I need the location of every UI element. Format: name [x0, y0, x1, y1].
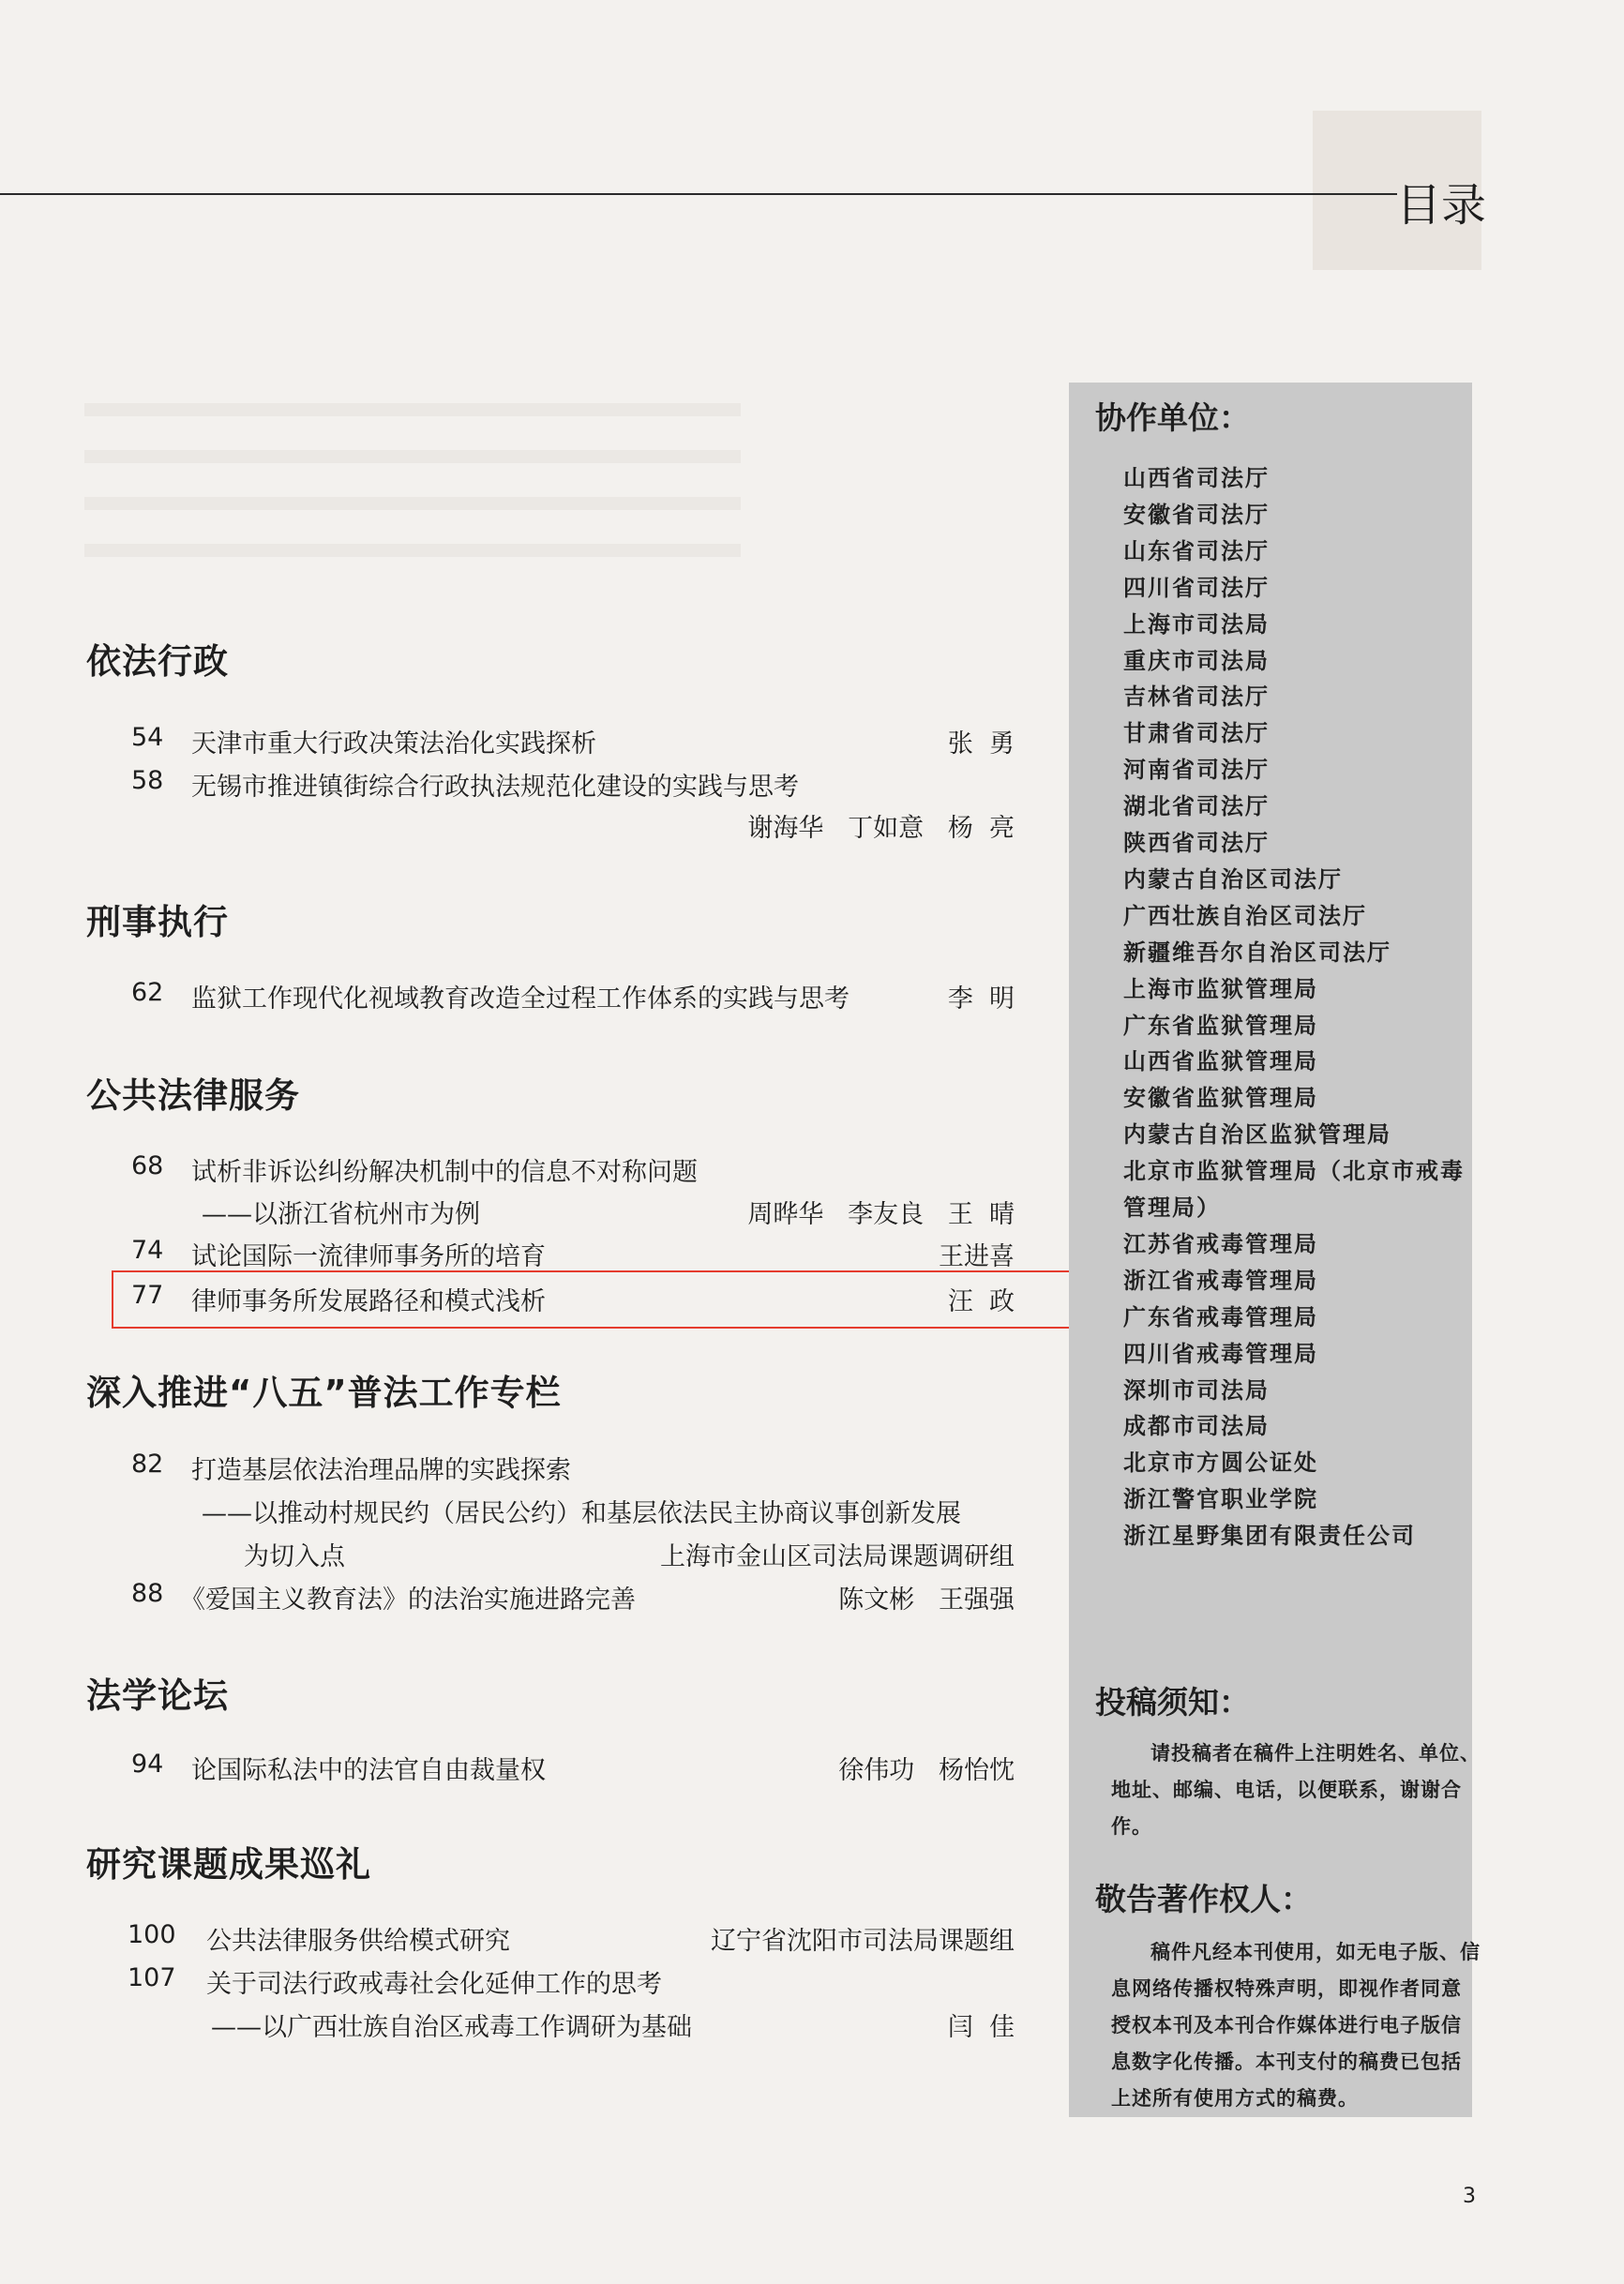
entry-subtitle: ——以推动村规民约（居民公约）和基层依法民主协商议事创新发展	[202, 1499, 961, 1528]
entry-author: 王进喜	[939, 1242, 1015, 1271]
entry-title: 打造基层依法治理品牌的实践探索	[191, 1456, 571, 1485]
entry-page: 74	[131, 1236, 164, 1265]
partner-item: 湖北省司法厅	[1123, 792, 1270, 820]
section-heading: 研究课题成果巡礼	[86, 1844, 371, 1885]
section-heading: 公共法律服务	[86, 1075, 300, 1116]
entry-subtitle: ——以浙江省杭州市为例	[202, 1200, 480, 1229]
partner-item: 深圳市司法局	[1123, 1375, 1270, 1404]
entry-author: 上海市金山区司法局课题调研组	[660, 1542, 1015, 1571]
toc-entry[interactable]	[86, 723, 1015, 764]
partner-item: 甘肃省司法厅	[1123, 719, 1270, 747]
entry-author: 汪 政	[947, 1287, 1015, 1316]
partner-item: 四川省戒毒管理局	[1123, 1339, 1318, 1367]
partner-item: 重庆市司法局	[1123, 646, 1270, 674]
copyright-text: 稿件凡经本刊使用，如无电子版、信息网络传播权特殊声明，即视作者同意授权本刊及本刊合作媒体进行电子版信息数字化传播。本刊支付的稿费已包括上述所有使用方式的稿费。	[1111, 1940, 1481, 2110]
partner-item: 山西省司法厅	[1123, 464, 1270, 491]
entry-author: 陈文彬 王强强	[838, 1585, 1015, 1615]
entry-title: 无锡市推进镇街综合行政执法规范化建设的实践与思考	[191, 773, 799, 802]
ghost-text-line	[84, 403, 741, 416]
partner-item: 吉林省司法厅	[1123, 683, 1270, 711]
partner-item: 广东省监狱管理局	[1123, 1011, 1318, 1039]
partner-item: 山西省监狱管理局	[1123, 1047, 1318, 1075]
entry-page: 62	[131, 978, 164, 1007]
entry-author: 张 勇	[947, 729, 1015, 759]
entry-title: 监狱工作现代化视域教育改造全过程工作体系的实践与思考	[191, 984, 850, 1014]
entry-page: 54	[131, 723, 164, 752]
section-heading: 法学论坛	[86, 1675, 229, 1716]
entry-title: 试论国际一流律师事务所的培育	[191, 1242, 546, 1271]
entry-page: 88	[131, 1579, 164, 1608]
partner-item: 河南省司法厅	[1123, 756, 1270, 784]
partners-heading: 协作单位：	[1095, 399, 1250, 436]
entry-page: 100	[128, 1920, 176, 1949]
page-number: 3	[1463, 2185, 1476, 2208]
entry-title: 试析非诉讼纠纷解决机制中的信息不对称问题	[191, 1158, 698, 1187]
entry-page: 82	[131, 1450, 164, 1479]
toc-entry[interactable]	[86, 1963, 1015, 2005]
toc-entry[interactable]	[86, 978, 1015, 1019]
partner-item: 安徽省监狱管理局	[1123, 1084, 1318, 1112]
partner-item: 浙江星野集团有限责任公司	[1123, 1522, 1416, 1550]
entry-page: 68	[131, 1151, 164, 1180]
partner-item: 安徽省司法厅	[1123, 500, 1270, 528]
toc-entry[interactable]	[86, 1450, 1015, 1491]
toc-entry[interactable]	[86, 1579, 1015, 1620]
entry-title: 关于司法行政戒毒社会化延伸工作的思考	[206, 1970, 662, 1999]
page-title: 目录	[1395, 179, 1486, 232]
partner-item: 江苏省戒毒管理局	[1123, 1229, 1318, 1257]
header-rule	[0, 193, 1397, 195]
toc-entry[interactable]	[86, 1151, 1015, 1193]
entry-title: 天津市重大行政决策法治化实践探析	[191, 729, 596, 759]
partner-item: 成都市司法局	[1123, 1412, 1270, 1440]
entry-author: 闫 佳	[947, 2013, 1015, 2042]
ghost-text-line	[84, 497, 741, 510]
entry-page: 94	[131, 1750, 164, 1779]
entry-author: 周晔华 李友良 王 晴	[747, 1200, 1015, 1229]
entry-title: 《爱国主义教育法》的法治实施进路完善	[180, 1585, 636, 1615]
entry-subtitle: ——以广西壮族自治区戒毒工作调研为基础	[211, 2013, 692, 2042]
partner-item: 内蒙古自治区监狱管理局	[1123, 1120, 1391, 1149]
entry-subtitle: 为切入点	[244, 1542, 345, 1571]
entry-title: 论国际私法中的法官自由裁量权	[191, 1756, 546, 1785]
section-heading: 深入推进“八五”普法工作专栏	[86, 1373, 562, 1413]
entry-page: 107	[128, 1963, 176, 1992]
submission-text: 请投稿者在稿件上注明姓名、单位、地址、邮编、电话，以便联系，谢谢合作。	[1111, 1741, 1481, 1838]
toc-entry[interactable]	[86, 1920, 1015, 1961]
toc-entry[interactable]	[86, 1750, 1015, 1791]
copyright-heading: 敬告著作权人：	[1095, 1881, 1312, 1917]
partner-item: 陕西省司法厅	[1123, 829, 1270, 856]
partner-item: 新疆维吾尔自治区司法厅	[1123, 938, 1391, 966]
partner-item: 浙江省戒毒管理局	[1123, 1266, 1318, 1294]
entry-title: 律师事务所发展路径和模式浅析	[191, 1287, 546, 1316]
entry-page: 77	[131, 1281, 164, 1310]
entry-title: 公共法律服务供给模式研究	[206, 1927, 510, 1956]
partner-item: 广东省戒毒管理局	[1123, 1302, 1318, 1330]
submission-heading: 投稿须知：	[1095, 1684, 1250, 1721]
partner-item: 管理局）	[1123, 1194, 1221, 1221]
section-heading: 刑事执行	[86, 902, 229, 942]
ghost-text-line	[84, 450, 741, 463]
entry-page: 58	[131, 766, 164, 795]
section-heading: 依法行政	[86, 641, 229, 682]
partner-item: 山东省司法厅	[1123, 536, 1270, 564]
partner-item: 广西壮族自治区司法厅	[1123, 901, 1367, 929]
partner-item: 四川省司法厅	[1123, 573, 1270, 601]
ghost-text-line	[84, 544, 741, 557]
partner-item: 上海市司法局	[1123, 609, 1270, 638]
partner-item: 浙江警官职业学院	[1123, 1485, 1318, 1513]
partner-item: 上海市监狱管理局	[1123, 974, 1318, 1002]
partner-item: 内蒙古自治区司法厅	[1123, 864, 1343, 893]
partner-item: 北京市方圆公证处	[1123, 1449, 1318, 1477]
entry-author: 李 明	[947, 984, 1015, 1014]
entry-author: 谢海华 丁如意 杨 亮	[747, 814, 1015, 843]
entry-author: 辽宁省沈阳市司法局课题组	[711, 1927, 1015, 1956]
entry-author: 徐伟功 杨怡忱	[838, 1756, 1015, 1785]
toc-entry[interactable]	[86, 766, 1015, 807]
partner-item: 北京市监狱管理局（北京市戒毒	[1123, 1157, 1465, 1185]
toc-entry-highlighted[interactable]	[86, 1281, 1015, 1322]
